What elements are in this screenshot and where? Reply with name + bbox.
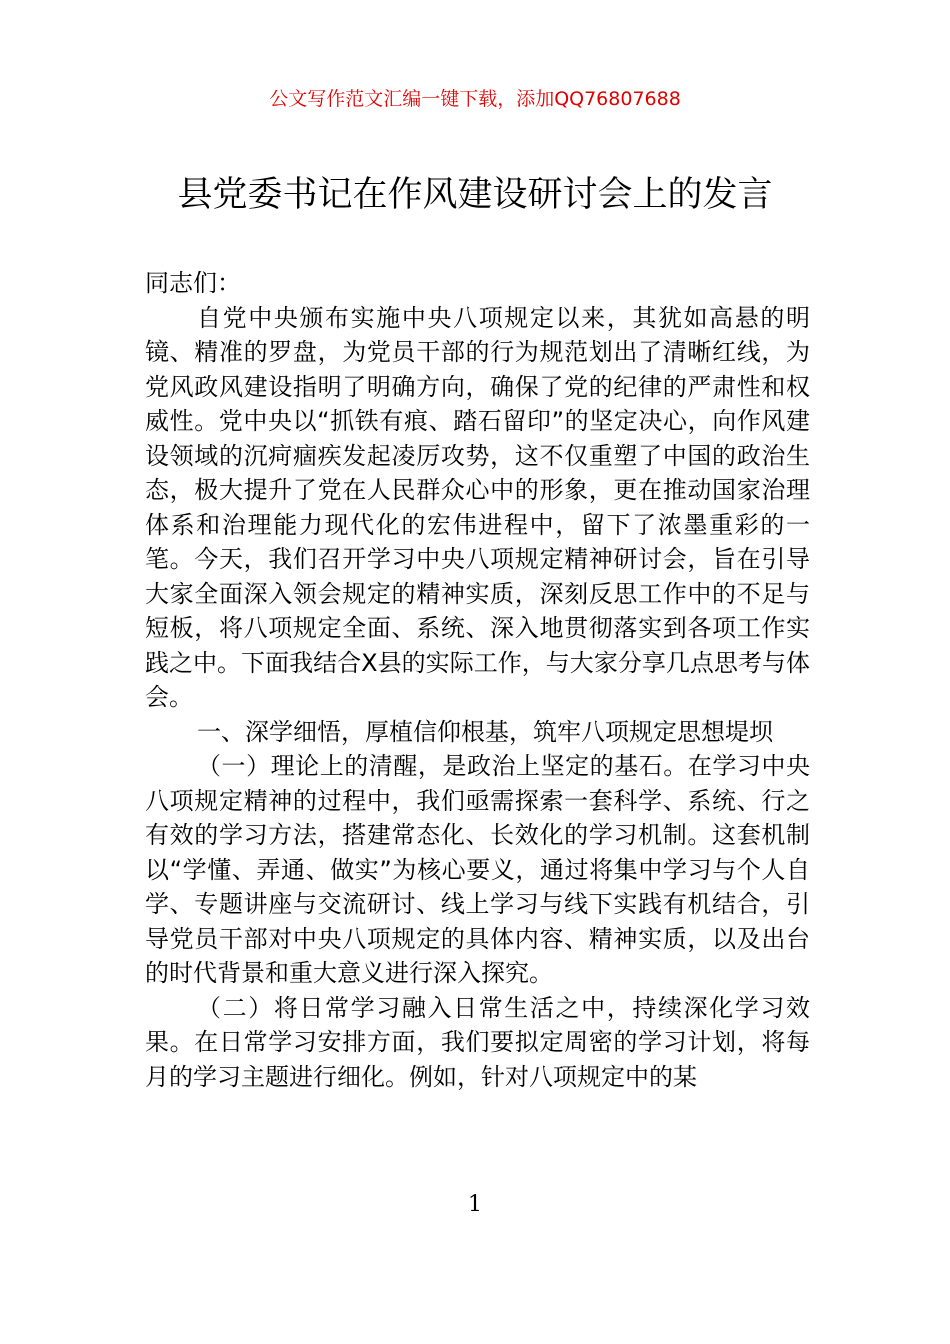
section-heading-1: 一、深学细悟，厚植信仰根基，筑牢八项规定思想堤坝 xyxy=(197,717,773,746)
page-number: 1 xyxy=(468,1192,482,1217)
document-title: 县党委书记在作风建设研讨会上的发言 xyxy=(177,175,773,215)
salutation: 同志们： xyxy=(145,269,241,297)
paragraph-subsection-2: （二）将日常学习融入日常生活之中，持续深化学习效果。在日常学习安排方面，我们要拟定周密的学习计划，将每月的学习主题进行细化。例如，针对八项规定中的某 xyxy=(145,993,810,1091)
paragraph-intro: 自党中央颁布实施中央八项规定以来，其犹如高悬的明镜、精准的罗盘，为党员干部的行为规范划出了清晰红线，为党风政风建设指明了明确方向，确保了党的纪律的严肃性和权威性。党中央以“抓铁有痕、踏石留印”的坚定决心，向作风建设领域的沉疴痼疾发起凌厉攻势，这不仅重塑了中国的政治生态，极大提升了党在人民群众心中的形象，更在推动国家治理体系和治理能力现代化的宏伟进程中，留下了浓墨重彩的一笔。今天，我们召开学习中央八项规定精神研讨会，旨在引导大家全面深入领会规定的精神实质，深刻反思工作中的不足与短板，将八项规定全面、系统、深入地贯彻落实到各项工作实践之中。下面我结合X县的实际工作，与大家分享几点思考与体会。 xyxy=(145,303,810,711)
document-body xyxy=(145,266,810,1094)
paragraph-subsection-1: （一）理论上的清醒，是政治上坚定的基石。在学习中央八项规定精神的过程中，我们亟需探索一套科学、系统、行之有效的学习方法，搭建常态化、长效化的学习机制。这套机制以“学懂、弄通、做实”为核心要义，通过将集中学习与个人自学、专题讲座与交流研讨、线上学习与线下实践有机结合，引导党员干部对中央八项规定的具体内容、精神实质，以及出台的时代背景和重大意义进行深入探究。 xyxy=(145,752,810,987)
header-note: 公文写作范文汇编一键下载，添加QQ76807688 xyxy=(269,88,681,110)
